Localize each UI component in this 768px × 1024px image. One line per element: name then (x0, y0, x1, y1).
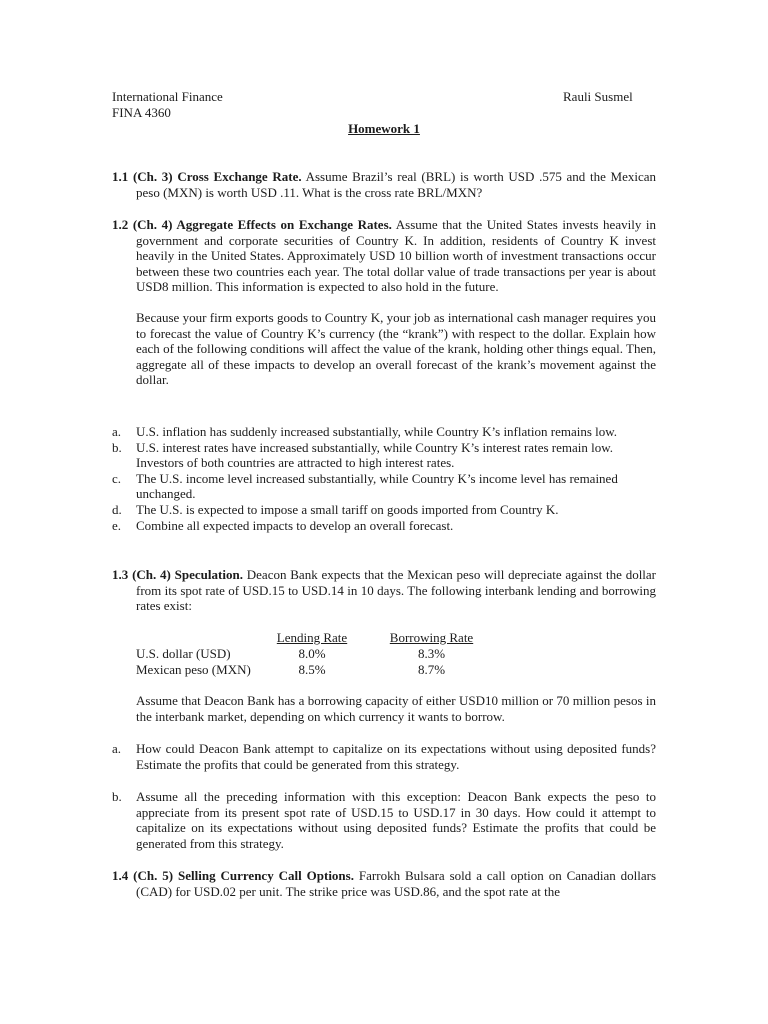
table-header-borrowing (368, 630, 495, 646)
list-text: Combine all expected impacts to develop an overall forecast. (136, 517, 454, 533)
table-row (136, 646, 495, 662)
header-left (112, 89, 223, 120)
table-header-blank (136, 630, 256, 646)
borrowing-cell: 8.3% (417, 646, 446, 661)
table-header-row (136, 630, 495, 646)
problem-body: Assume Brazil’s real (BRL) is worth USD .575 and the Mexican peso (MXN) is worth USD .11. What is the cross rate BRL/MXN? (136, 169, 656, 200)
list-marker: b. (112, 439, 122, 455)
table-row (136, 662, 495, 678)
list-item (112, 518, 656, 534)
list-item (112, 789, 656, 851)
list-marker: c. (112, 470, 122, 486)
list-item (112, 502, 656, 518)
problem-1-2-text (112, 217, 656, 295)
problem-1-4 (112, 868, 656, 899)
problem-heading: (Ch. 3) Cross Exchange Rate. (132, 169, 302, 184)
homework-title: Homework 1 (348, 121, 420, 136)
list-item (112, 424, 656, 440)
problem-heading: (Ch. 5) Selling Currency Call Options. (133, 868, 354, 883)
problem-body: Deacon Bank expects that the Mexican peso will depreciate against the dollar from its spot rate of USD.15 to USD.14 in 10 days. The following interbank lending and borrowing rates exist: (136, 567, 657, 614)
problem-number: 1.2 (112, 217, 129, 232)
currency-cell: U.S. dollar (USD) (136, 646, 231, 661)
author-name: Rauli Susmel (563, 89, 633, 104)
list-marker: e. (112, 517, 122, 533)
list-marker: b. (112, 789, 122, 804)
problem-1-3-list-b (112, 789, 656, 851)
interbank-rates-table (136, 630, 495, 678)
list-text: U.S. inflation has suddenly increased substantially, while Country K’s inflation remains low. (136, 424, 618, 439)
currency-cell: Mexican peso (MXN) (136, 662, 251, 677)
list-item (112, 440, 656, 471)
list-text: How could Deacon Bank attempt to capitalize on its expectations without using deposited funds? Estimate the profits that could be generated from this strategy. (136, 741, 656, 772)
lending-rate-header: Lending Rate (276, 630, 348, 645)
problem-1-3 (112, 567, 656, 614)
problem-1-3-para2-text: Assume that Deacon Bank has a borrowing capacity of either USD10 million or 70 million pesos in the interbank market, depending on which currency it wants to borrow. (136, 693, 656, 724)
problem-1-4-text (112, 868, 656, 899)
problem-1-3-para2 (112, 693, 656, 724)
problem-body: Farrokh Bulsara sold a call option on Canadian dollars (CAD) for USD.02 per unit. The strike price was USD.86, and the spot rate at the (136, 868, 657, 899)
list-text: Assume all the preceding information with this exception: Deacon Bank expects the peso to appreciate from its present spot rate of USD.15 to USD.17 in 30 days. How could it attempt to capitalize on its expectations without using deposited funds? Estimate the profits that could be generated from this strategy. (136, 789, 656, 851)
problem-number: 1.3 (112, 567, 129, 582)
lending-cell: 8.0% (298, 646, 326, 661)
borrowing-cell: 8.7% (417, 662, 446, 677)
course-code: FINA 4360 (112, 104, 171, 120)
list-marker: a. (112, 741, 122, 756)
problem-1-3-list-a (112, 741, 656, 772)
table-header-lending (256, 630, 368, 646)
problem-number: 1.1 (112, 169, 129, 184)
list-text: The U.S. income level increased substantially, while Country K’s income level has remained unchanged. (136, 470, 618, 502)
list-marker: a. (112, 424, 122, 439)
lending-cell: 8.5% (298, 662, 326, 677)
list-text: U.S. interest rates have increased substantially, while Country K’s interest rates remain low. Investors of both countries are attracted to high interest rates. (136, 439, 614, 471)
list-item (112, 741, 656, 772)
problem-heading: (Ch. 4) Aggregate Effects on Exchange Rates. (132, 217, 392, 232)
problem-1-2 (112, 217, 656, 388)
problem-1-1-text (112, 169, 656, 200)
borrowing-rate-header: Borrowing Rate (389, 630, 474, 645)
problem-number: 1.4 (112, 868, 129, 883)
problem-1-1 (112, 169, 656, 200)
course-name: International Finance (112, 89, 223, 104)
problem-heading: (Ch. 4) Speculation. (132, 567, 243, 582)
problem-1-3-text (112, 567, 656, 614)
list-item (112, 471, 656, 502)
list-text: The U.S. is expected to impose a small tariff on goods imported from Country K. (136, 501, 559, 517)
problem-1-2-list (112, 424, 656, 533)
problem-1-2-para2: Because your firm exports goods to Country K, your job as international cash manager requires you to forecast the value of Country K’s currency (the “krank”) with respect to the dollar. Explain how each of the following conditions will affect the value of the krank, holding other things equal. Then, aggregate all of these impacts to develop an overall forecast of the krank’s movement against the dollar. (136, 309, 656, 388)
problem-body: Assume that the United States invests heavily in government and corporate securities of Country K. In addition, residents of Country K invest heavily in the United States. Approximately USD 10 billion worth of investment transactions occur between these two countries each year. The total dollar value of trade transactions per year is about USD8 million. This information is expected to also hold in the future. (136, 217, 657, 295)
list-marker: d. (112, 501, 122, 517)
